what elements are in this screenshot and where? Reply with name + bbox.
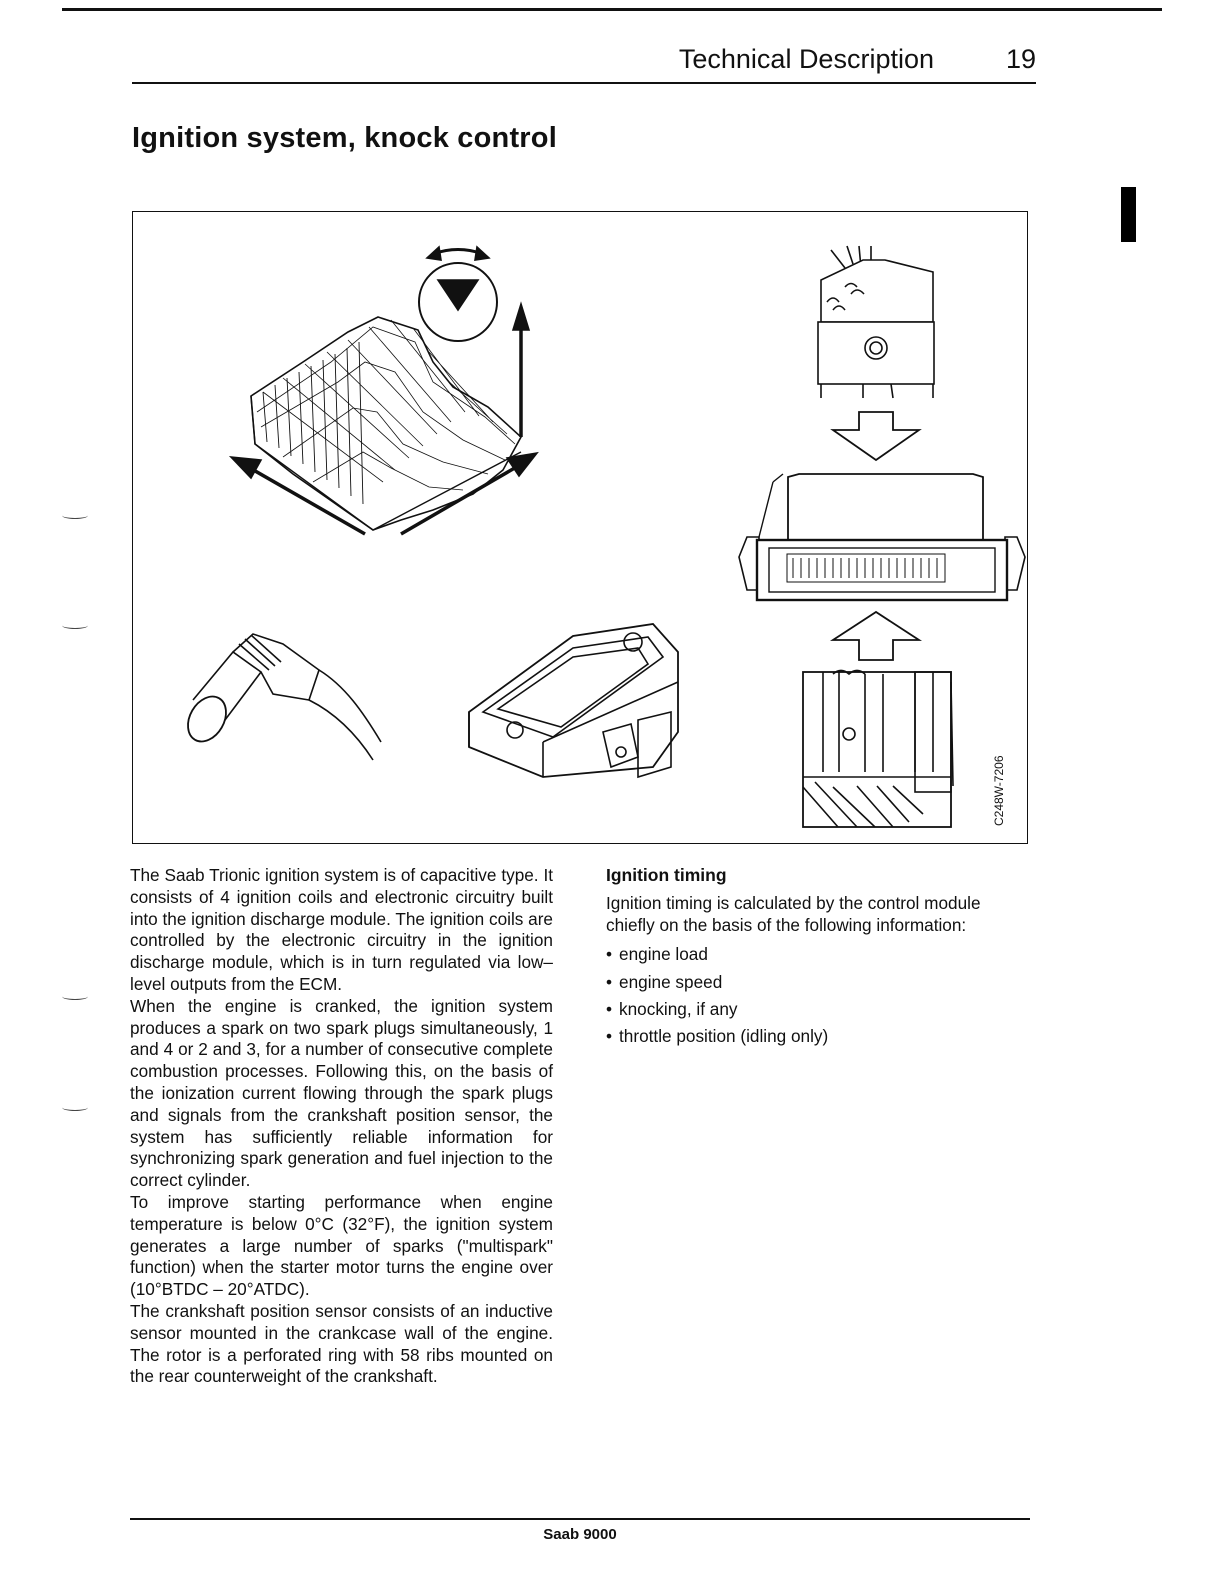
- body-left-column: [130, 865, 553, 1388]
- body-paragraph: The Saab Trionic ignition system is of capacitive type. It consists of 4 ignition coils and electronic circuitry built into the ignition discharge module. The ignition coils are controlled by the electronic circuitry in the ignition discharge module, which is in turn regulated via low–level outputs from the ECM.: [130, 865, 553, 994]
- page-title: Ignition system, knock control: [132, 122, 557, 154]
- bullet-item: • engine speed: [606, 972, 1030, 994]
- figure-illustration: [133, 212, 1029, 845]
- knock-sensor-throttle-body: [803, 671, 951, 828]
- bullet-item: • engine load: [606, 944, 1030, 966]
- top-rule: [62, 8, 1162, 11]
- margin-tick: [62, 1104, 88, 1111]
- timing-axis-arrow: [513, 304, 529, 437]
- footer-rule: [130, 1518, 1030, 1520]
- body-paragraph: To improve starting performance when engine temperature is below 0°C (32°F), the ignition system generates a large number of sparks ("multispark" function) when the starter motor turns the engine over (10°BTDC – 20°ATDC).: [130, 1191, 553, 1300]
- bullet-item: • knocking, if any: [606, 999, 1030, 1021]
- spark-plug-cylinder: [818, 246, 934, 398]
- page-footer: Saab 9000: [543, 1526, 617, 1543]
- section-intro: Ignition timing is calculated by the control module chiefly on the basis of the following information:: [606, 892, 981, 935]
- engine-control-module: [739, 474, 1025, 600]
- margin-tick: [62, 512, 88, 519]
- figure-code: C248W-7206: [992, 755, 1006, 826]
- ignition-discharge-module: [469, 624, 678, 777]
- flow-arrow-down: [833, 412, 919, 460]
- side-marker-bar: [1121, 187, 1136, 242]
- section-heading: Ignition timing: [606, 865, 727, 885]
- ignition-system-figure: [132, 211, 1028, 844]
- body-paragraph: When the engine is cranked, the ignition system produces a spark on two spark plugs simultaneously, 1 and 4 or 2 and 3, for a number of consecutive complete combustion processes. Following this, on the basis of the ionization current flowing through the spark plugs and signals from the crankshaft position sensor, the system has sufficiently reliable information for synchronizing spark generation and fuel injection to the correct cylinder.: [130, 995, 553, 1191]
- margin-tick: [62, 993, 88, 1000]
- header-page-number: 19: [1005, 44, 1036, 74]
- header-section-title: Technical Description: [678, 44, 934, 74]
- margin-tick: [62, 622, 88, 629]
- body-paragraph: The crankshaft position sensor consists of an inductive sensor mounted in the crankcase wall of the engine. The rotor is a perforated ring with 58 ribs mounted on the rear counterweight of the crankshaft.: [130, 1300, 553, 1387]
- info-bullet-list: [606, 944, 1030, 1048]
- body-right-column: [606, 865, 1030, 1054]
- bullet-item: • throttle position (idling only): [606, 1026, 1030, 1048]
- ignition-map-3d-surface: [251, 317, 521, 530]
- timing-dial-icon: [419, 247, 497, 341]
- crankshaft-position-sensor: [180, 634, 381, 760]
- flow-arrow-up: [833, 612, 919, 660]
- page-header: [132, 40, 1036, 84]
